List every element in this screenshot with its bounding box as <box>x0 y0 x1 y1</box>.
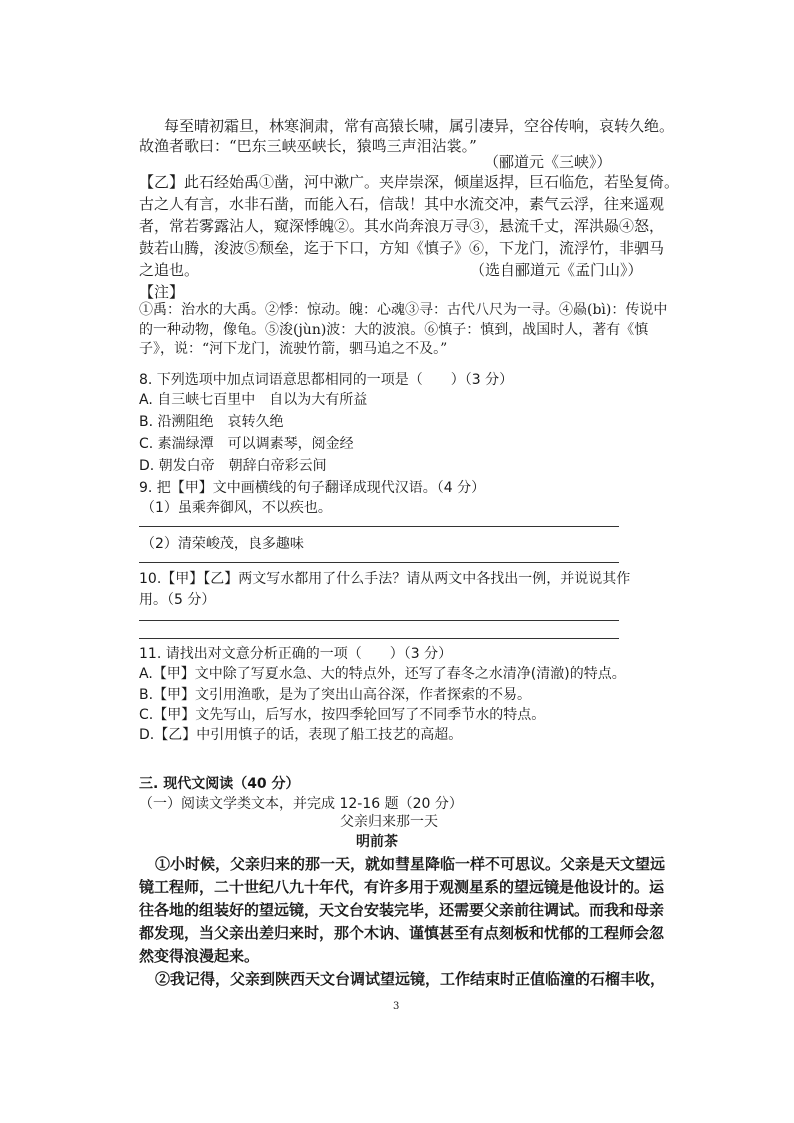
essay-line-2: 镜工程师，二十世纪八九十年代，有许多用于观测星系的望远镜是他设计的。运 <box>139 878 665 896</box>
notes-line-1: ①禹：治水的大禹。②悸：惊动。魄：心魂③寻：古代八尺为一寻。④赑(bì)：传说中 <box>139 302 668 318</box>
section3-title: 三. 现代文阅读（40 分） <box>139 776 300 792</box>
yi-line-1: 【乙】此石经始禹①凿，河中漱广。夹岸崇深，倾崖返捍，巨石临危，若坠复倚。 <box>139 173 680 191</box>
yi-line-3: 者，常若雾露沾人，窥深悸魄②。其水尚奔浪万寻③，悬流千丈，浑洪赑④怒， <box>139 217 665 235</box>
q8-option-a: A. 自三峡七百里中 自以为大有所益 <box>139 392 368 408</box>
q11-option-c: C.【甲】文先写山，后写水，按四季轮回写了不同季节水的特点。 <box>139 707 546 723</box>
page-number: 3 <box>393 1001 400 1012</box>
q9-answer-line-2[interactable] <box>139 562 619 563</box>
essay-author: 明前茶 <box>356 834 398 850</box>
q9-part-2: （2）清荣峻茂，良多趣味 <box>141 536 304 552</box>
q8-option-d: D. 朝发白帝 朝辞白帝彩云间 <box>139 458 327 474</box>
yi-line-2: 古之人有言，水非石凿，而能入石，信哉！其中水流交冲，素气云浮，往来遥观 <box>139 195 665 213</box>
essay-line-3: 往各地的组装好的望远镜，天文台安装完毕，还需要父亲前往调试。而我和母亲 <box>139 901 665 919</box>
q11-option-a: A.【甲】文中除了写夏水急、大的特点外，还写了春冬之水清净(清澈)的特点。 <box>139 666 626 682</box>
notes-line-2: 的一种动物，像龟。⑤浚(jùn)波：大的波浪。⑥慎子：慎到，战国时人，著有《慎 <box>139 322 649 338</box>
jia-line-1: 每至晴初霜旦，林寒涧肃，常有高猿长啸，属引凄异，空谷传响，哀转久绝。 <box>164 117 675 135</box>
q8-option-b: B. 沿溯阻绝 哀转久绝 <box>139 414 284 430</box>
yi-line-5: 之追也。 <box>139 261 200 279</box>
essay-title: 父亲归来那一天 <box>340 814 438 830</box>
section3-subtitle: （一）阅读文学类文本，并完成 12-16 题（20 分） <box>139 796 463 812</box>
notes-title: 【注】 <box>139 283 185 301</box>
q9-part-1: （1）虽乘奔御风，不以疾也。 <box>141 500 332 516</box>
q8-option-c: C. 素湍绿潭 可以调素琴，阅金经 <box>139 436 354 452</box>
notes-line-3: 子》，说：“河下龙门，流驶竹箭，驷马追之不及。” <box>139 341 448 357</box>
essay-line-4: 都发现，当父亲出差归来时，那个木讷、谨慎甚至有点刻板和忧郁的工程师会忽 <box>139 924 665 942</box>
essay-line-1: ①小时候，父亲归来的那一天，就如彗星降临一样不可思议。父亲是天文望远 <box>155 855 666 873</box>
q11-option-b: B.【甲】文引用渔歌，是为了突出山高谷深，作者探索的不易。 <box>139 687 532 703</box>
yi-line-4: 鼓若山腾，浚波⑤颓垒，迄于下口，方知《慎子》⑥，下龙门，流浮竹，非驷马 <box>139 239 665 257</box>
q9-answer-line-1[interactable] <box>139 526 619 527</box>
q11-stem: 11. 请找出对文意分析正确的一项（ ）（3 分） <box>139 646 453 662</box>
q10-line-1: 10.【甲】【乙】两文写水都用了什么手法？请从两文中各找出一例，并说说其作 <box>139 571 631 587</box>
q10-line-2: 用。（5 分） <box>139 592 216 608</box>
essay-line-6: ②我记得，父亲到陕西天文台调试望远镜，工作结束时正值临潼的石榴丰收， <box>155 970 666 988</box>
yi-source: （选自郦道元《孟门山》） <box>470 261 643 279</box>
q11-option-d: D.【乙】中引用慎子的话，表现了船工技艺的高超。 <box>139 727 463 743</box>
essay-line-5: 然变得浪漫起来。 <box>139 947 260 965</box>
jia-line-2: 故渔者歌曰：“巴东三峡巫峡长，猿鸣三声泪沾裳。” <box>139 137 477 155</box>
q10-answer-line-2[interactable] <box>139 638 619 639</box>
q8-stem: 8. 下列选项中加点词语意思都相同的一项是（ ）（3 分） <box>139 372 514 388</box>
q10-answer-line-1[interactable] <box>139 620 619 621</box>
q9-stem: 9. 把【甲】文中画横线的句子翻译成现代汉语。（4 分） <box>139 480 486 496</box>
jia-source: （郦道元《三峡》） <box>484 153 612 171</box>
